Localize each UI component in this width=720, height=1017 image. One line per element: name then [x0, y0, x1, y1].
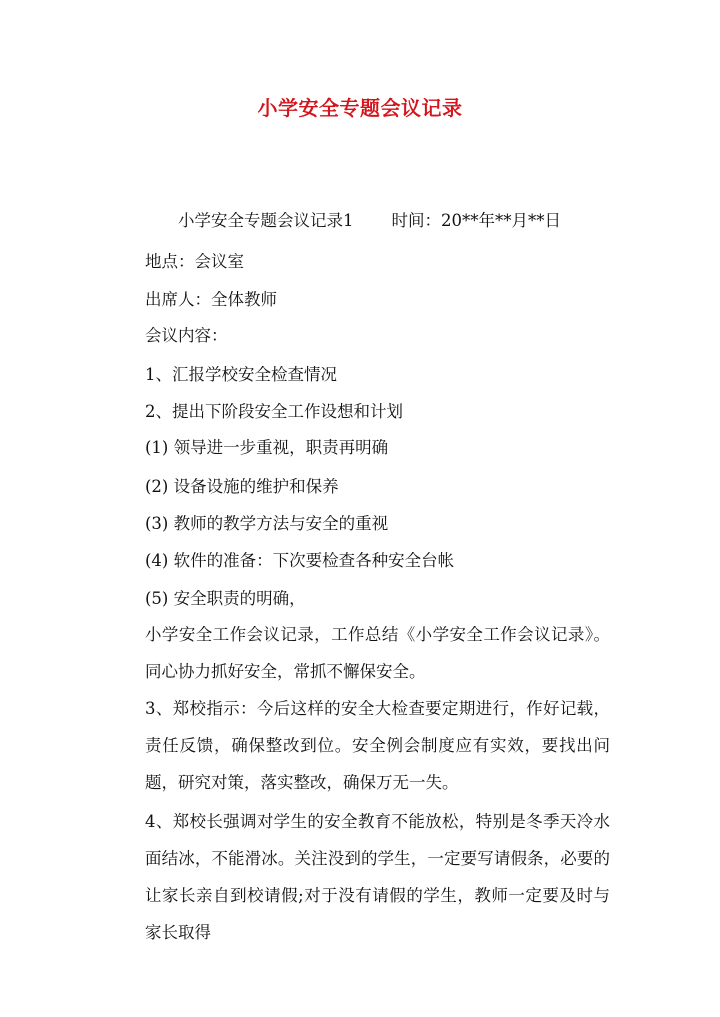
agenda-item: 2、提出下阶段安全工作设想和计划 — [145, 402, 403, 421]
meeting-attendees: 出席人：全体教师 — [145, 290, 277, 309]
agenda-subitem: (3) 教师的教学方法与安全的重视 — [145, 514, 389, 533]
agenda-item: 1、汇报学校安全检查情况 — [145, 365, 337, 384]
record-heading: 小学安全专题会议记录1 — [178, 211, 354, 230]
body-paragraph — [110, 803, 610, 951]
agenda-subitem: (2) 设备设施的维护和保养 — [145, 477, 339, 496]
meeting-content-label: 会议内容： — [145, 326, 228, 345]
paragraph-text: 3、郑校指示：今后这样的安全大检查要定期进行，作好记载，责任反馈，确保整改到位。安全例会制度应有实效，要找出问题，研究对策，落实整改，确保万无一失。 — [145, 699, 610, 792]
body-paragraph — [110, 616, 610, 690]
meeting-time: 时间：20**年**月**日 — [391, 211, 561, 230]
body-paragraph — [110, 690, 610, 801]
agenda-subitem: (5) 安全职责的明确， — [145, 589, 306, 608]
document-title: 小学安全专题会议记录 — [257, 96, 463, 120]
paragraph-text: 4、郑校长强调对学生的安全教育不能放松，特别是冬季天冷水面结冰，不能滑冰。关注没到的学生，一定要写请假条，必要的让家长亲自到校请假;对于没有请假的学生，教师一定要及时与家长取得 — [145, 812, 610, 942]
agenda-subitem: (4) 软件的准备：下次要检查各种安全台帐 — [145, 551, 455, 570]
record-header — [178, 207, 720, 231]
agenda-subitem: (1) 领导进一步重视，职责再明确 — [145, 438, 389, 457]
meeting-place: 地点：会议室 — [145, 252, 244, 271]
paragraph-text: 小学安全工作会议记录，工作总结《小学安全工作会议记录》。同心协力抓好安全，常抓不懈保安全。 — [145, 625, 610, 681]
